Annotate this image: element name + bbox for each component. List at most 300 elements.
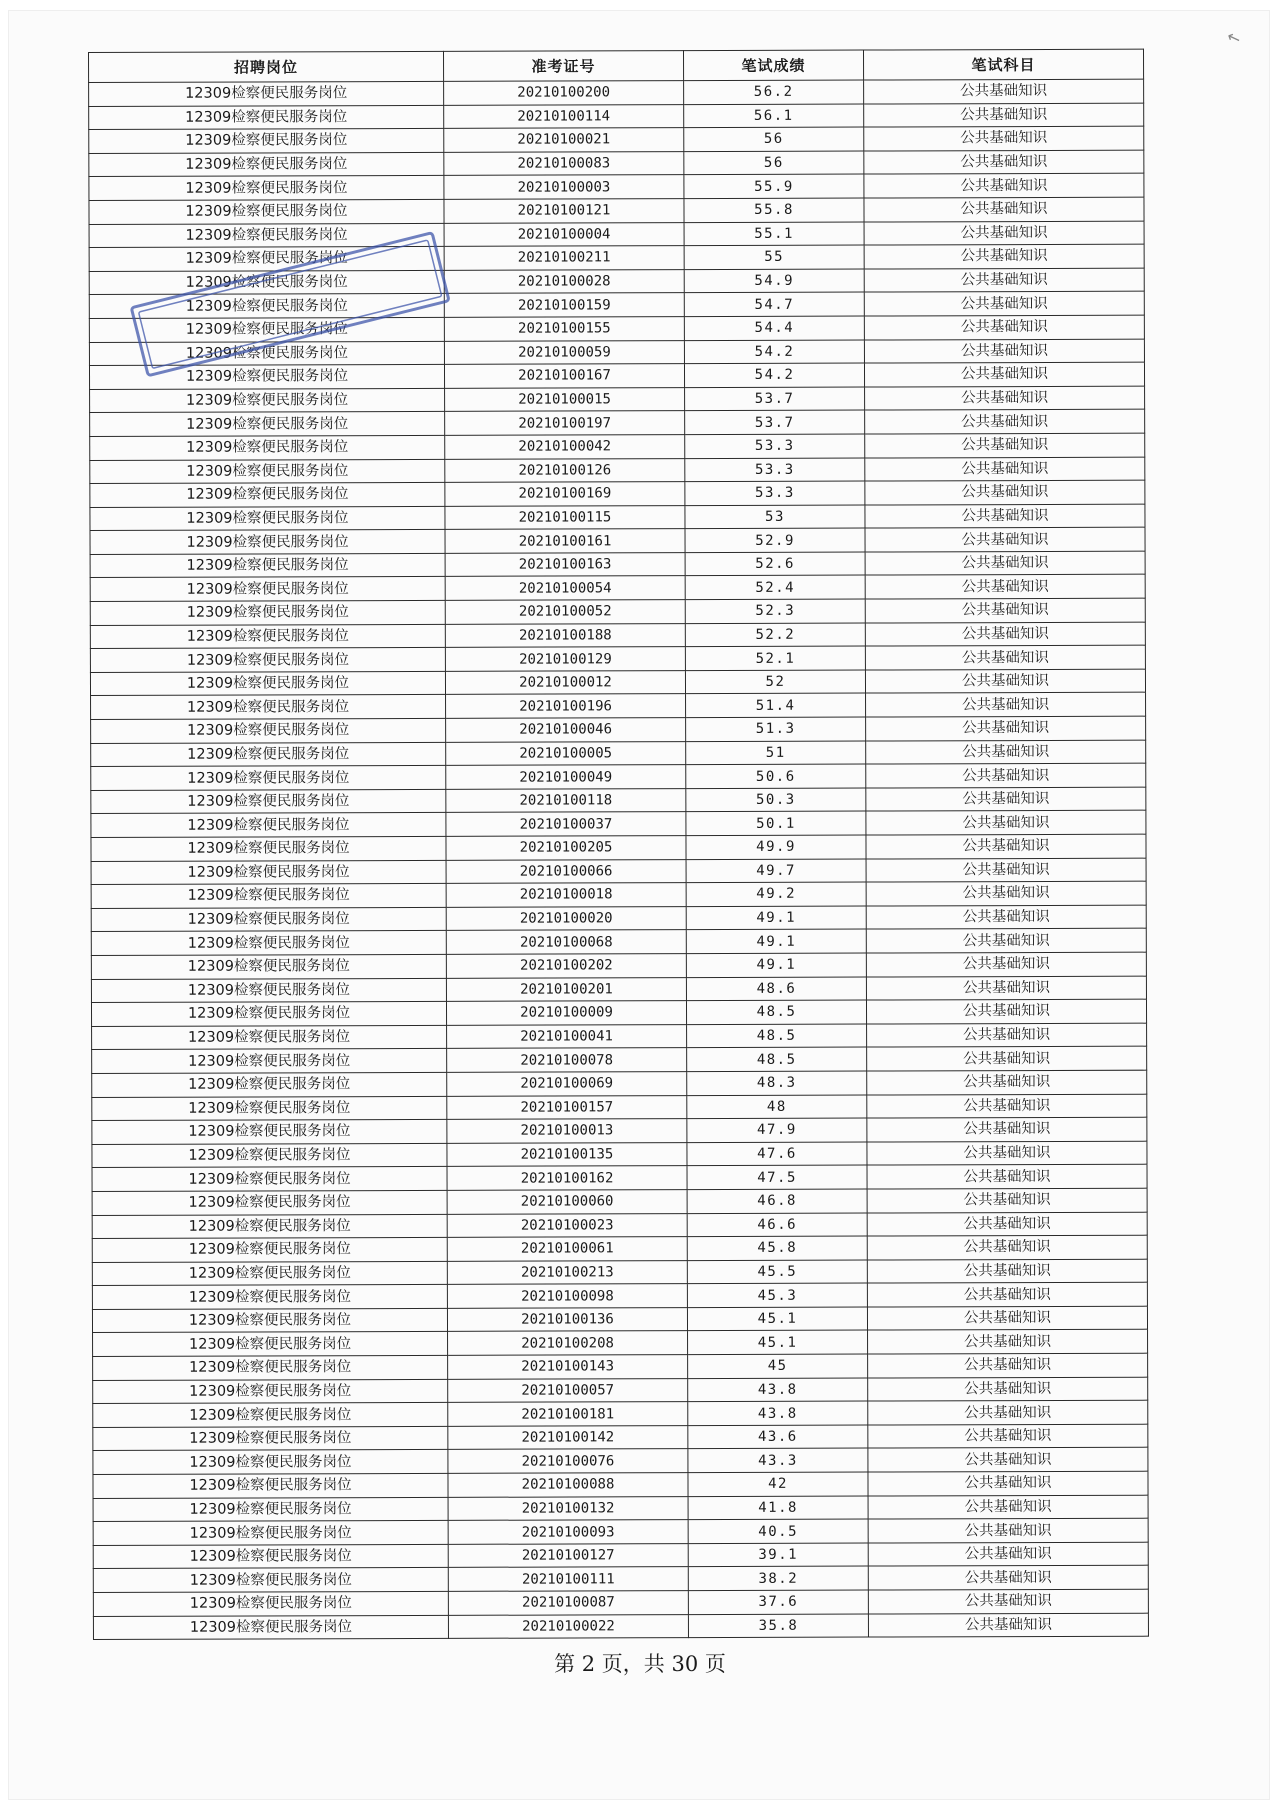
cell-exam-id: 20210100042: [445, 435, 685, 459]
cell-position: 12309检察便民服务岗位: [89, 105, 444, 130]
cell-subject: 公共基础知识: [868, 1495, 1148, 1519]
table-row: [91, 881, 1146, 908]
cell-subject: 公共基础知识: [867, 1094, 1147, 1118]
cell-position: 12309检察便民服务岗位: [91, 1002, 446, 1027]
cell-score: 55.8: [684, 198, 864, 222]
cell-subject: 公共基础知识: [866, 881, 1146, 905]
cell-exam-id: 20210100200: [444, 81, 684, 105]
table-row: [90, 551, 1145, 578]
cell-subject: 公共基础知识: [866, 976, 1146, 1000]
table-row: [93, 1495, 1148, 1522]
cell-subject: 公共基础知识: [865, 433, 1145, 457]
cell-score: 56.1: [684, 104, 864, 128]
cell-score: 45.1: [688, 1331, 868, 1355]
table-row: [90, 598, 1145, 625]
cell-exam-id: 20210100181: [448, 1402, 688, 1426]
table-row: [92, 1212, 1147, 1239]
table-row: [92, 1023, 1147, 1050]
cell-score: 55: [684, 245, 864, 269]
cell-exam-id: 20210100163: [445, 553, 685, 577]
cell-position: 12309检察便民服务岗位: [91, 860, 446, 885]
cell-exam-id: 20210100213: [447, 1260, 687, 1284]
cell-exam-id: 20210100022: [448, 1614, 688, 1638]
header-row: [89, 49, 1144, 82]
cell-position: 12309检察便民服务岗位: [93, 1615, 448, 1640]
cell-score: 48: [687, 1095, 867, 1119]
cell-score: 53.3: [685, 434, 865, 458]
cell-exam-id: 20210100135: [447, 1142, 687, 1166]
cell-score: 43.8: [688, 1401, 868, 1425]
cell-score: 55.1: [684, 222, 864, 246]
cell-subject: 公共基础知识: [867, 1047, 1147, 1071]
table-row: [92, 1259, 1147, 1286]
cell-position: 12309检察便民服务岗位: [93, 1497, 448, 1522]
cell-position: 12309检察便民服务岗位: [89, 152, 444, 177]
table-row: [89, 339, 1144, 366]
cell-position: 12309检察便民服务岗位: [89, 294, 444, 319]
table-row: [91, 693, 1146, 720]
cell-exam-id: 20210100126: [445, 458, 685, 482]
cell-exam-id: 20210100078: [447, 1048, 687, 1072]
cell-position: 12309检察便民服务岗位: [90, 624, 445, 649]
cell-subject: 公共基础知识: [867, 1282, 1147, 1306]
cell-exam-id: 20210100037: [446, 812, 686, 836]
cell-score: 47.5: [687, 1165, 867, 1189]
cell-position: 12309检察便民服务岗位: [93, 1473, 448, 1498]
table-row: [89, 197, 1144, 224]
cell-position: 12309检察便民服务岗位: [89, 223, 444, 248]
cell-exam-id: 20210100054: [445, 576, 685, 600]
table-row: [92, 1117, 1147, 1144]
cell-subject: 公共基础知识: [867, 1259, 1147, 1283]
table-row: [93, 1566, 1148, 1593]
cell-exam-id: 20210100049: [446, 765, 686, 789]
cell-position: 12309检察便民服务岗位: [90, 648, 445, 673]
cell-subject: 公共基础知识: [864, 126, 1144, 150]
table-row: [91, 716, 1146, 743]
table-row: [92, 1094, 1147, 1121]
cell-score: 42: [688, 1472, 868, 1496]
cell-position: 12309检察便民服务岗位: [91, 907, 446, 932]
scan-corner-mark: ↖: [1223, 26, 1243, 49]
cell-score: 55.9: [684, 174, 864, 198]
cell-score: 49.2: [686, 882, 866, 906]
cell-subject: 公共基础知识: [868, 1353, 1148, 1377]
table-row: [92, 1070, 1147, 1097]
table-row: [90, 433, 1145, 460]
table-row: [90, 575, 1145, 602]
cell-subject: 公共基础知识: [865, 622, 1145, 646]
cell-subject: 公共基础知识: [867, 1212, 1147, 1236]
cell-subject: 公共基础知识: [866, 693, 1146, 717]
cell-exam-id: 20210100115: [445, 505, 685, 529]
cell-score: 45: [688, 1354, 868, 1378]
cell-exam-id: 20210100162: [447, 1166, 687, 1190]
cell-exam-id: 20210100009: [446, 1001, 686, 1025]
cell-score: 47.9: [687, 1118, 867, 1142]
cell-score: 39.1: [688, 1543, 868, 1567]
cell-position: 12309检察便民服务岗位: [91, 718, 446, 743]
cell-subject: 公共基础知识: [865, 409, 1145, 433]
cell-position: 12309检察便民服务岗位: [91, 813, 446, 838]
cell-exam-id: 20210100021: [444, 128, 684, 152]
cell-score: 54.7: [684, 292, 864, 316]
cell-score: 43.3: [688, 1448, 868, 1472]
cell-score: 45.3: [687, 1283, 867, 1307]
cell-score: 49.7: [686, 859, 866, 883]
table-row: [89, 244, 1144, 271]
cell-subject: 公共基础知识: [866, 858, 1146, 882]
cell-subject: 公共基础知识: [868, 1518, 1148, 1542]
cell-score: 45.1: [687, 1307, 867, 1331]
cell-exam-id: 20210100159: [444, 293, 684, 317]
cell-subject: 公共基础知识: [867, 1141, 1147, 1165]
table-row: [91, 905, 1146, 932]
cell-subject: 公共基础知识: [864, 268, 1144, 292]
cell-subject: 公共基础知识: [866, 763, 1146, 787]
table-header: [89, 49, 1144, 82]
cell-position: 12309检察便民服务岗位: [89, 341, 444, 366]
cell-score: 50.1: [686, 811, 866, 835]
table-row: [89, 150, 1144, 177]
table-row: [91, 740, 1146, 767]
cell-score: 53.3: [685, 481, 865, 505]
cell-position: 12309检察便民服务岗位: [93, 1450, 448, 1475]
cell-position: 12309检察便民服务岗位: [90, 412, 445, 437]
cell-score: 54.9: [684, 269, 864, 293]
cell-score: 48.5: [687, 1047, 867, 1071]
cell-subject: 公共基础知识: [867, 1188, 1147, 1212]
cell-position: 12309检察便民服务岗位: [92, 1214, 447, 1239]
cell-score: 49.9: [686, 835, 866, 859]
cell-exam-id: 20210100118: [446, 788, 686, 812]
cell-exam-id: 20210100005: [446, 741, 686, 765]
table-row: [91, 763, 1146, 790]
cell-score: 50.3: [686, 788, 866, 812]
table-row: [93, 1400, 1148, 1427]
table-row: [90, 409, 1145, 436]
cell-exam-id: 20210100157: [447, 1095, 687, 1119]
cell-score: 56: [684, 151, 864, 175]
table-row: [89, 292, 1144, 319]
cell-score: 43.8: [688, 1378, 868, 1402]
table-row: [92, 1282, 1147, 1309]
cell-subject: 公共基础知识: [866, 740, 1146, 764]
table-row: [89, 315, 1144, 342]
cell-position: 12309检察便民服务岗位: [92, 1167, 447, 1192]
cell-position: 12309检察便民服务岗位: [92, 1190, 447, 1215]
cell-score: 48.3: [687, 1071, 867, 1095]
cell-exam-id: 20210100004: [444, 222, 684, 246]
cell-position: 12309检察便民服务岗位: [93, 1591, 448, 1616]
table-row: [91, 834, 1146, 861]
cell-position: 12309检察便民服务岗位: [92, 1143, 447, 1168]
cell-score: 52: [685, 670, 865, 694]
results-table: [88, 49, 1149, 1640]
page-footer: 第 2 页，共 30 页: [554, 1652, 726, 1676]
table-row: [92, 1306, 1147, 1333]
cell-exam-id: 20210100012: [445, 670, 685, 694]
table-row: [92, 1188, 1147, 1215]
cell-position: 12309检察便民服务岗位: [93, 1521, 448, 1546]
table-row: [91, 787, 1146, 814]
cell-score: 54.2: [684, 363, 864, 387]
cell-subject: 公共基础知识: [868, 1471, 1148, 1495]
cell-exam-id: 20210100205: [446, 836, 686, 860]
cell-score: 54.2: [684, 340, 864, 364]
cell-subject: 公共基础知识: [865, 551, 1145, 575]
cell-exam-id: 20210100136: [447, 1307, 687, 1331]
cell-score: 51.3: [686, 717, 866, 741]
cell-subject: 公共基础知识: [864, 244, 1144, 268]
cell-subject: 公共基础知识: [867, 1070, 1147, 1094]
cell-exam-id: 20210100015: [445, 387, 685, 411]
header-exam-id: 准考证号: [443, 51, 683, 82]
cell-exam-id: 20210100076: [448, 1449, 688, 1473]
cell-position: 12309检察便民服务岗位: [91, 766, 446, 791]
cell-exam-id: 20210100142: [448, 1425, 688, 1449]
cell-subject: 公共基础知识: [867, 1164, 1147, 1188]
cell-score: 52.2: [685, 623, 865, 647]
cell-exam-id: 20210100197: [445, 411, 685, 435]
cell-subject: 公共基础知识: [866, 952, 1146, 976]
cell-score: 41.8: [688, 1496, 868, 1520]
cell-score: 53.7: [685, 387, 865, 411]
cell-exam-id: 20210100143: [448, 1355, 688, 1379]
cell-subject: 公共基础知识: [866, 905, 1146, 929]
cell-score: 53.7: [685, 410, 865, 434]
cell-subject: 公共基础知识: [865, 386, 1145, 410]
cell-subject: 公共基础知识: [864, 197, 1144, 221]
table-row: [90, 645, 1145, 672]
cell-position: 12309检察便民服务岗位: [89, 176, 444, 201]
cell-score: 40.5: [688, 1519, 868, 1543]
cell-exam-id: 20210100028: [444, 269, 684, 293]
cell-subject: 公共基础知识: [865, 527, 1145, 551]
cell-score: 45.8: [687, 1236, 867, 1260]
cell-score: 51.4: [686, 693, 866, 717]
cell-exam-id: 20210100129: [445, 647, 685, 671]
table-body: [89, 79, 1149, 1639]
cell-score: 49.1: [686, 953, 866, 977]
cell-subject: 公共基础知识: [864, 79, 1144, 103]
cell-position: 12309检察便民服务岗位: [90, 459, 445, 484]
cell-position: 12309检察便民服务岗位: [89, 247, 444, 272]
cell-score: 53: [685, 505, 865, 529]
cell-subject: 公共基础知识: [864, 362, 1144, 386]
cell-position: 12309检察便民服务岗位: [92, 1308, 447, 1333]
table-row: [92, 1141, 1147, 1168]
cell-subject: 公共基础知识: [864, 150, 1144, 174]
cell-exam-id: 20210100161: [445, 529, 685, 553]
cell-exam-id: 20210100098: [447, 1284, 687, 1308]
cell-exam-id: 20210100201: [446, 977, 686, 1001]
table-row: [93, 1471, 1148, 1498]
header-position: 招聘岗位: [89, 51, 444, 82]
cell-position: 12309检察便民服务岗位: [93, 1403, 448, 1428]
table-row: [91, 858, 1146, 885]
cell-score: 46.8: [687, 1189, 867, 1213]
cell-score: 52.1: [685, 646, 865, 670]
cell-score: 52.6: [685, 552, 865, 576]
cell-score: 52.4: [685, 576, 865, 600]
cell-position: 12309检察便民服务岗位: [92, 1072, 447, 1097]
cell-score: 51: [686, 741, 866, 765]
table-row: [91, 952, 1146, 979]
cell-exam-id: 20210100068: [446, 930, 686, 954]
cell-position: 12309检察便民服务岗位: [93, 1568, 448, 1593]
table-row: [93, 1448, 1148, 1475]
cell-exam-id: 20210100127: [448, 1543, 688, 1567]
cell-score: 48.6: [686, 977, 866, 1001]
cell-score: 50.6: [686, 764, 866, 788]
cell-score: 56: [684, 127, 864, 151]
cell-exam-id: 20210100013: [447, 1119, 687, 1143]
cell-score: 47.6: [687, 1142, 867, 1166]
cell-exam-id: 20210100088: [448, 1473, 688, 1497]
table-row: [90, 480, 1145, 507]
table-row: [91, 999, 1146, 1026]
cell-score: 48.5: [686, 1000, 866, 1024]
table-row: [90, 504, 1145, 531]
table-row: [92, 1235, 1147, 1262]
cell-score: 48.5: [687, 1024, 867, 1048]
table-row: [93, 1377, 1148, 1404]
cell-position: 12309检察便民服务岗位: [89, 199, 444, 224]
cell-exam-id: 20210100066: [446, 859, 686, 883]
cell-subject: 公共基础知识: [868, 1589, 1148, 1613]
cell-exam-id: 20210100041: [447, 1024, 687, 1048]
cell-subject: 公共基础知识: [866, 716, 1146, 740]
table-row: [90, 622, 1145, 649]
cell-score: 49.1: [686, 906, 866, 930]
table-row: [91, 929, 1146, 956]
cell-exam-id: 20210100111: [448, 1567, 688, 1591]
table-row: [90, 527, 1145, 554]
cell-subject: 公共基础知识: [867, 1023, 1147, 1047]
cell-subject: 公共基础知识: [868, 1448, 1148, 1472]
cell-exam-id: 20210100061: [447, 1237, 687, 1261]
cell-position: 12309检察便民服务岗位: [91, 954, 446, 979]
cell-position: 12309检察便民服务岗位: [90, 671, 445, 696]
cell-position: 12309检察便民服务岗位: [92, 1285, 447, 1310]
cell-position: 12309检察便民服务岗位: [92, 1096, 447, 1121]
cell-exam-id: 20210100023: [447, 1213, 687, 1237]
cell-subject: 公共基础知识: [868, 1613, 1148, 1637]
cell-score: 37.6: [688, 1590, 868, 1614]
cell-position: 12309检察便民服务岗位: [90, 388, 445, 413]
cell-subject: 公共基础知识: [867, 1117, 1147, 1141]
table-row: [93, 1542, 1148, 1569]
cell-score: 52.3: [685, 599, 865, 623]
cell-position: 12309检察便民服务岗位: [93, 1332, 448, 1357]
cell-position: 12309检察便民服务岗位: [92, 1049, 447, 1074]
cell-exam-id: 20210100003: [444, 175, 684, 199]
cell-subject: 公共基础知识: [868, 1424, 1148, 1448]
table-row: [93, 1613, 1148, 1640]
cell-score: 38.2: [688, 1566, 868, 1590]
table-row: [92, 1047, 1147, 1074]
table-row: [91, 976, 1146, 1003]
cell-exam-id: 20210100121: [444, 199, 684, 223]
cell-subject: 公共基础知识: [864, 292, 1144, 316]
cell-exam-id: 20210100167: [444, 364, 684, 388]
table-row: [90, 669, 1145, 696]
table-row: [93, 1518, 1148, 1545]
cell-exam-id: 20210100018: [446, 883, 686, 907]
cell-position: 12309检察便民服务岗位: [93, 1544, 448, 1569]
cell-exam-id: 20210100188: [445, 623, 685, 647]
cell-score: 52.9: [685, 528, 865, 552]
cell-score: 56.2: [684, 80, 864, 104]
cell-exam-id: 20210100196: [446, 694, 686, 718]
cell-position: 12309检察便民服务岗位: [90, 553, 445, 578]
cell-exam-id: 20210100132: [448, 1496, 688, 1520]
cell-subject: 公共基础知识: [868, 1400, 1148, 1424]
cell-subject: 公共基础知识: [868, 1377, 1148, 1401]
cell-position: 12309检察便民服务岗位: [92, 1261, 447, 1286]
table-row: [89, 126, 1144, 153]
table-row: [90, 457, 1145, 484]
cell-position: 12309检察便民服务岗位: [89, 365, 444, 390]
cell-position: 12309检察便民服务岗位: [90, 600, 445, 625]
cell-exam-id: 20210100059: [444, 340, 684, 364]
cell-subject: 公共基础知识: [867, 1306, 1147, 1330]
cell-subject: 公共基础知识: [866, 929, 1146, 953]
cell-subject: 公共基础知识: [868, 1542, 1148, 1566]
cell-exam-id: 20210100060: [447, 1190, 687, 1214]
table-row: [93, 1589, 1148, 1616]
cell-exam-id: 20210100155: [444, 317, 684, 341]
cell-subject: 公共基础知识: [864, 339, 1144, 363]
table-row: [89, 221, 1144, 248]
cell-subject: 公共基础知识: [864, 315, 1144, 339]
cell-subject: 公共基础知识: [864, 174, 1144, 198]
cell-position: 12309检察便民服务岗位: [90, 577, 445, 602]
cell-subject: 公共基础知识: [864, 103, 1144, 127]
table-row: [91, 811, 1146, 838]
cell-score: 45.5: [687, 1260, 867, 1284]
cell-position: 12309检察便民服务岗位: [90, 506, 445, 531]
table-row: [89, 103, 1144, 130]
cell-exam-id: 20210100093: [448, 1520, 688, 1544]
cell-position: 12309检察便民服务岗位: [92, 1120, 447, 1145]
cell-subject: 公共基础知识: [866, 787, 1146, 811]
cell-position: 12309检察便民服务岗位: [91, 884, 446, 909]
cell-position: 12309检察便民服务岗位: [90, 530, 445, 555]
cell-score: 43.6: [688, 1425, 868, 1449]
cell-exam-id: 20210100087: [448, 1591, 688, 1615]
cell-position: 12309检察便民服务岗位: [90, 482, 445, 507]
cell-exam-id: 20210100083: [444, 151, 684, 175]
cell-exam-id: 20210100202: [446, 954, 686, 978]
cell-subject: 公共基础知识: [864, 221, 1144, 245]
cell-subject: 公共基础知识: [865, 480, 1145, 504]
cell-subject: 公共基础知识: [866, 834, 1146, 858]
cell-exam-id: 20210100069: [447, 1072, 687, 1096]
cell-position: 12309检察便民服务岗位: [91, 978, 446, 1003]
cell-exam-id: 20210100114: [444, 104, 684, 128]
cell-position: 12309检察便民服务岗位: [89, 270, 444, 295]
table-row: [89, 362, 1144, 389]
cell-subject: 公共基础知识: [866, 811, 1146, 835]
cell-position: 12309检察便民服务岗位: [89, 129, 444, 154]
table-row: [90, 386, 1145, 413]
cell-position: 12309检察便民服务岗位: [91, 695, 446, 720]
cell-exam-id: 20210100046: [446, 718, 686, 742]
cell-exam-id: 20210100052: [445, 600, 685, 624]
cell-position: 12309检察便民服务岗位: [92, 1025, 447, 1050]
